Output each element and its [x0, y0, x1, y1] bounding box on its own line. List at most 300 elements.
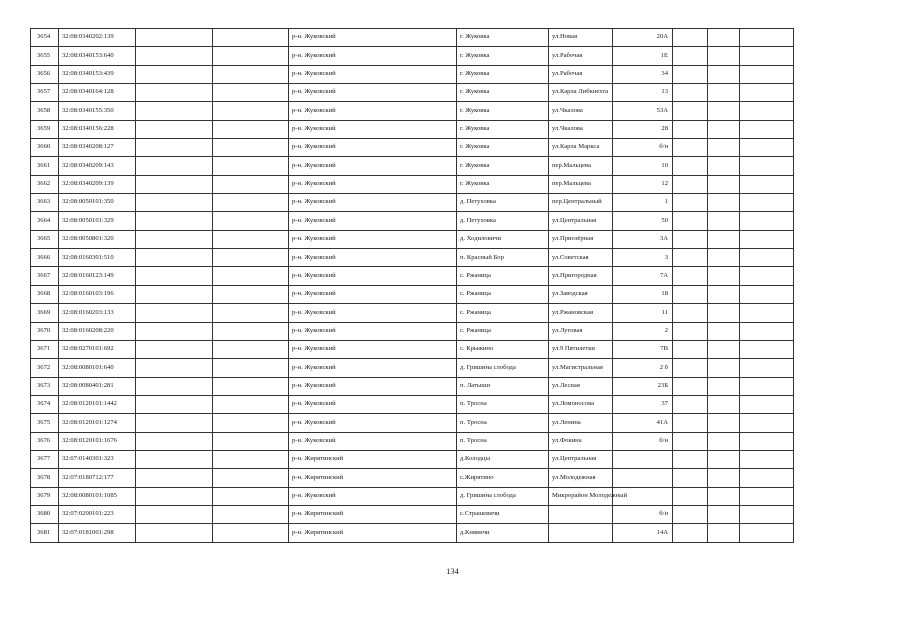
empty-cell [213, 395, 289, 413]
settlement-cell: п. Тросна [457, 432, 549, 450]
row-number-cell: 3660 [31, 139, 59, 157]
table-body [31, 29, 794, 543]
empty-cell [740, 84, 794, 102]
empty-cell [213, 194, 289, 212]
settlement-cell: г. Жуковка [457, 47, 549, 65]
settlement-cell: с.Жирятино [457, 469, 549, 487]
empty-cell [136, 65, 213, 83]
street-cell: ул.Заводская [549, 285, 613, 303]
empty-cell [136, 469, 213, 487]
empty-cell [213, 524, 289, 542]
empty-cell [136, 432, 213, 450]
empty-cell [708, 175, 740, 193]
empty-cell [136, 340, 213, 358]
table-row [31, 157, 794, 175]
empty-cell [673, 432, 708, 450]
empty-cell [740, 450, 794, 468]
row-number-cell: 3657 [31, 84, 59, 102]
empty-cell [708, 102, 740, 120]
cadastral-number-cell: 32:08:0160208:220 [59, 322, 136, 340]
street-cell: ул.Центральная [549, 212, 613, 230]
street-cell: ул.Ленина [549, 414, 613, 432]
street-cell: Микрорайон Молодежный [549, 487, 613, 505]
empty-cell [740, 285, 794, 303]
settlement-cell: г. Жуковка [457, 157, 549, 175]
empty-cell [673, 505, 708, 523]
row-number-cell: 3675 [31, 414, 59, 432]
street-cell: ул.Чкалова [549, 120, 613, 138]
empty-cell [740, 120, 794, 138]
district-cell: р-н. Жуковский [289, 359, 457, 377]
house-number-cell: 53А [613, 102, 673, 120]
empty-cell [213, 29, 289, 47]
row-number-cell: 3677 [31, 450, 59, 468]
district-cell: р-н. Жуковский [289, 29, 457, 47]
empty-cell [213, 414, 289, 432]
row-number-cell: 3671 [31, 340, 59, 358]
row-number-cell: 3678 [31, 469, 59, 487]
house-number-cell: 34 [613, 65, 673, 83]
street-cell: пер.Мальцева [549, 175, 613, 193]
table-row [31, 450, 794, 468]
house-number-cell: 23Б [613, 377, 673, 395]
cadastral-number-cell: 32:08:0160103:196 [59, 285, 136, 303]
table-row [31, 102, 794, 120]
settlement-cell: г. Жуковка [457, 175, 549, 193]
cadastral-number-cell: 32:08:0120101:1274 [59, 414, 136, 432]
empty-cell [213, 47, 289, 65]
table-row [31, 249, 794, 267]
empty-cell [213, 487, 289, 505]
empty-cell [213, 102, 289, 120]
house-number-cell: 50 [613, 212, 673, 230]
street-cell: ул.Карла Маркса [549, 139, 613, 157]
street-cell: ул.Новая [549, 29, 613, 47]
row-number-cell: 3665 [31, 230, 59, 248]
district-cell: р-н. Жуковский [289, 194, 457, 212]
settlement-cell: с.Страшевичи [457, 505, 549, 523]
register-table-container [30, 28, 793, 543]
cadastral-number-cell: 32:08:0080401:281 [59, 377, 136, 395]
empty-cell [136, 505, 213, 523]
empty-cell [708, 267, 740, 285]
row-number-cell: 3658 [31, 102, 59, 120]
empty-cell [740, 139, 794, 157]
empty-cell [740, 175, 794, 193]
house-number-cell: б/н [613, 432, 673, 450]
empty-cell [673, 175, 708, 193]
empty-cell [673, 267, 708, 285]
district-cell: р-н. Жуковский [289, 47, 457, 65]
street-cell [549, 505, 613, 523]
settlement-cell: д. Гришина слобода [457, 359, 549, 377]
settlement-cell: г. Жуковка [457, 65, 549, 83]
empty-cell [213, 175, 289, 193]
district-cell: р-н. Жуковский [289, 65, 457, 83]
street-cell: ул.9 Пятилетки [549, 340, 613, 358]
settlement-cell: г. Жуковка [457, 84, 549, 102]
empty-cell [673, 157, 708, 175]
district-cell: р-н. Жирятинский [289, 524, 457, 542]
street-cell: ул.Рабочая [549, 47, 613, 65]
empty-cell [213, 84, 289, 102]
house-number-cell: 14А [613, 524, 673, 542]
table-row [31, 230, 794, 248]
empty-cell [673, 139, 708, 157]
empty-cell [136, 212, 213, 230]
house-number-cell: 2 б [613, 359, 673, 377]
empty-cell [673, 395, 708, 413]
empty-cell [673, 47, 708, 65]
district-cell: р-н. Жуковский [289, 267, 457, 285]
empty-cell [136, 249, 213, 267]
empty-cell [708, 194, 740, 212]
table-row [31, 139, 794, 157]
table-row [31, 194, 794, 212]
empty-cell [673, 285, 708, 303]
settlement-cell: д. Ходиловичи [457, 230, 549, 248]
row-number-cell: 3669 [31, 304, 59, 322]
district-cell: р-н. Жирятинский [289, 469, 457, 487]
table-row [31, 432, 794, 450]
street-cell: пер.Центральный [549, 194, 613, 212]
empty-cell [673, 230, 708, 248]
empty-cell [740, 230, 794, 248]
cadastral-number-cell: 32:08:0340156:228 [59, 120, 136, 138]
district-cell: р-н. Жуковский [289, 414, 457, 432]
empty-cell [136, 175, 213, 193]
empty-cell [213, 340, 289, 358]
empty-cell [708, 432, 740, 450]
district-cell: р-н. Жуковский [289, 230, 457, 248]
empty-cell [136, 359, 213, 377]
empty-cell [708, 377, 740, 395]
settlement-cell: с. Крыжино [457, 340, 549, 358]
table-row [31, 212, 794, 230]
cadastral-number-cell: 32:08:0160123:149 [59, 267, 136, 285]
empty-cell [213, 377, 289, 395]
row-number-cell: 3668 [31, 285, 59, 303]
empty-cell [708, 505, 740, 523]
empty-cell [213, 304, 289, 322]
house-number-cell [613, 450, 673, 468]
house-number-cell: б/н [613, 139, 673, 157]
empty-cell [708, 487, 740, 505]
empty-cell [708, 469, 740, 487]
cadastral-number-cell: 32:08:0120101:1442 [59, 395, 136, 413]
table-row [31, 84, 794, 102]
house-number-cell [613, 469, 673, 487]
table-row [31, 175, 794, 193]
cadastral-number-cell: 32:08:0340202:139 [59, 29, 136, 47]
district-cell: р-н. Жуковский [289, 377, 457, 395]
empty-cell [708, 29, 740, 47]
district-cell: р-н. Жуковский [289, 249, 457, 267]
cadastral-number-cell: 32:08:0080101:640 [59, 359, 136, 377]
district-cell: р-н. Жуковский [289, 139, 457, 157]
cadastral-number-cell: 32:08:0080101:1085 [59, 487, 136, 505]
cadastral-number-cell: 32:08:0270101:692 [59, 340, 136, 358]
empty-cell [708, 249, 740, 267]
row-number-cell: 3659 [31, 120, 59, 138]
table-row [31, 120, 794, 138]
empty-cell [673, 84, 708, 102]
house-number-cell: б/н [613, 505, 673, 523]
empty-cell [708, 304, 740, 322]
street-cell: ул.Советская [549, 249, 613, 267]
house-number-cell: 2 [613, 322, 673, 340]
empty-cell [136, 450, 213, 468]
cadastral-number-cell: 32:08:0340209:139 [59, 175, 136, 193]
row-number-cell: 3673 [31, 377, 59, 395]
empty-cell [213, 212, 289, 230]
street-cell: ул.Фокина [549, 432, 613, 450]
empty-cell [213, 249, 289, 267]
street-cell: ул.Карла Либкнехта [549, 84, 613, 102]
district-cell: р-н. Жуковский [289, 84, 457, 102]
empty-cell [673, 450, 708, 468]
house-number-cell: 3А [613, 230, 673, 248]
empty-cell [673, 377, 708, 395]
house-number-cell: 3 [613, 249, 673, 267]
empty-cell [136, 267, 213, 285]
empty-cell [740, 505, 794, 523]
empty-cell [708, 120, 740, 138]
row-number-cell: 3666 [31, 249, 59, 267]
empty-cell [673, 524, 708, 542]
house-number-cell: 20А [613, 29, 673, 47]
empty-cell [136, 524, 213, 542]
empty-cell [136, 322, 213, 340]
row-number-cell: 3676 [31, 432, 59, 450]
table-row [31, 322, 794, 340]
cadastral-number-cell: 32:08:0120101:1676 [59, 432, 136, 450]
district-cell: р-н. Жуковский [289, 102, 457, 120]
empty-cell [673, 322, 708, 340]
empty-cell [136, 120, 213, 138]
district-cell: р-н. Жуковский [289, 487, 457, 505]
empty-cell [740, 29, 794, 47]
cadastral-number-cell: 32:08:0340208:127 [59, 139, 136, 157]
table-row [31, 359, 794, 377]
row-number-cell: 3655 [31, 47, 59, 65]
table-row [31, 285, 794, 303]
settlement-cell: г. Жуковка [457, 102, 549, 120]
district-cell: р-н. Жуковский [289, 340, 457, 358]
table-row [31, 505, 794, 523]
table-row [31, 395, 794, 413]
cadastral-number-cell: 32:07:0200101:223 [59, 505, 136, 523]
settlement-cell: с. Ржаница [457, 322, 549, 340]
house-number-cell: 1 [613, 194, 673, 212]
table-row [31, 377, 794, 395]
house-number-cell: 28 [613, 120, 673, 138]
settlement-cell: п. Красный Бор [457, 249, 549, 267]
row-number-cell: 3667 [31, 267, 59, 285]
empty-cell [213, 267, 289, 285]
settlement-cell: д. Петуховка [457, 212, 549, 230]
cadastral-number-cell: 32:08:0050101:329 [59, 212, 136, 230]
house-number-cell: 7А [613, 267, 673, 285]
empty-cell [673, 487, 708, 505]
cadastral-number-cell: 32:08:0340155:350 [59, 102, 136, 120]
street-cell: ул.Луговая [549, 322, 613, 340]
cadastral-number-cell: 32:08:0340209:143 [59, 157, 136, 175]
empty-cell [136, 47, 213, 65]
street-cell: ул.Пригородная [549, 267, 613, 285]
cadastral-number-cell: 32:07:0180712:177 [59, 469, 136, 487]
empty-cell [673, 65, 708, 83]
house-number-cell: 11 [613, 304, 673, 322]
house-number-cell: 12 [613, 175, 673, 193]
settlement-cell: д. Гришина слобода [457, 487, 549, 505]
table-row [31, 47, 794, 65]
empty-cell [740, 322, 794, 340]
district-cell: р-н. Жуковский [289, 157, 457, 175]
empty-cell [213, 322, 289, 340]
cadastral-number-cell: 32:08:0340153:439 [59, 65, 136, 83]
empty-cell [708, 395, 740, 413]
settlement-cell: с. Ржаница [457, 267, 549, 285]
empty-cell [673, 102, 708, 120]
empty-cell [740, 65, 794, 83]
empty-cell [708, 230, 740, 248]
empty-cell [708, 139, 740, 157]
settlement-cell: с. Ржаница [457, 285, 549, 303]
empty-cell [213, 120, 289, 138]
empty-cell [213, 432, 289, 450]
empty-cell [740, 487, 794, 505]
empty-cell [740, 212, 794, 230]
empty-cell [213, 65, 289, 83]
row-number-cell: 3656 [31, 65, 59, 83]
empty-cell [740, 524, 794, 542]
district-cell: р-н. Жуковский [289, 322, 457, 340]
empty-cell [708, 524, 740, 542]
empty-cell [740, 157, 794, 175]
district-cell: р-н. Жуковский [289, 395, 457, 413]
row-number-cell: 3670 [31, 322, 59, 340]
table-row [31, 267, 794, 285]
settlement-cell: г. Жуковка [457, 29, 549, 47]
settlement-cell: п. Тросна [457, 395, 549, 413]
empty-cell [136, 102, 213, 120]
empty-cell [740, 194, 794, 212]
empty-cell [708, 157, 740, 175]
settlement-cell: г. Жуковка [457, 139, 549, 157]
property-register-table [30, 28, 794, 543]
street-cell: ул.Ломоносова [549, 395, 613, 413]
table-row [31, 414, 794, 432]
empty-cell [213, 359, 289, 377]
street-cell [549, 524, 613, 542]
cadastral-number-cell: 32:08:0160301:510 [59, 249, 136, 267]
empty-cell [673, 359, 708, 377]
empty-cell [213, 230, 289, 248]
row-number-cell: 3679 [31, 487, 59, 505]
row-number-cell: 3661 [31, 157, 59, 175]
street-cell: ул.Лесная [549, 377, 613, 395]
row-number-cell: 3663 [31, 194, 59, 212]
empty-cell [673, 120, 708, 138]
empty-cell [136, 230, 213, 248]
street-cell: пер.Мальцева [549, 157, 613, 175]
row-number-cell: 3654 [31, 29, 59, 47]
empty-cell [213, 157, 289, 175]
empty-cell [708, 212, 740, 230]
house-number-cell: 37 [613, 395, 673, 413]
house-number-cell: 10 [613, 157, 673, 175]
empty-cell [213, 469, 289, 487]
empty-cell [136, 285, 213, 303]
empty-cell [136, 157, 213, 175]
cadastral-number-cell: 32:08:0050101:350 [59, 194, 136, 212]
cadastral-number-cell: 32:07:0140301:323 [59, 450, 136, 468]
row-number-cell: 3664 [31, 212, 59, 230]
cadastral-number-cell: 32:08:0160203:133 [59, 304, 136, 322]
empty-cell [740, 377, 794, 395]
district-cell: р-н. Жуковский [289, 212, 457, 230]
row-number-cell: 3672 [31, 359, 59, 377]
district-cell: р-н. Жирятинский [289, 505, 457, 523]
empty-cell [708, 340, 740, 358]
empty-cell [740, 432, 794, 450]
row-number-cell: 3681 [31, 524, 59, 542]
empty-cell [708, 285, 740, 303]
empty-cell [136, 395, 213, 413]
empty-cell [673, 212, 708, 230]
empty-cell [740, 249, 794, 267]
district-cell: р-н. Жирятинский [289, 450, 457, 468]
table-row [31, 65, 794, 83]
empty-cell [708, 84, 740, 102]
street-cell: ул.Центральная [549, 450, 613, 468]
table-row [31, 487, 794, 505]
empty-cell [136, 29, 213, 47]
house-number-cell: 13 [613, 84, 673, 102]
empty-cell [136, 377, 213, 395]
empty-cell [708, 450, 740, 468]
empty-cell [740, 267, 794, 285]
empty-cell [673, 29, 708, 47]
cadastral-number-cell: 32:08:0340153:640 [59, 47, 136, 65]
empty-cell [136, 194, 213, 212]
empty-cell [708, 322, 740, 340]
district-cell: р-н. Жуковский [289, 432, 457, 450]
empty-cell [708, 47, 740, 65]
empty-cell [213, 450, 289, 468]
page-number: 134 [446, 566, 459, 576]
empty-cell [136, 487, 213, 505]
street-cell: ул.Приозёрная [549, 230, 613, 248]
district-cell: р-н. Жуковский [289, 175, 457, 193]
cadastral-number-cell: 32:08:0340164:128 [59, 84, 136, 102]
empty-cell [673, 340, 708, 358]
street-cell: ул.Магистральная [549, 359, 613, 377]
empty-cell [740, 304, 794, 322]
empty-cell [740, 340, 794, 358]
cadastral-number-cell: 32:08:0050801:320 [59, 230, 136, 248]
row-number-cell: 3680 [31, 505, 59, 523]
row-number-cell: 3662 [31, 175, 59, 193]
district-cell: р-н. Жуковский [289, 120, 457, 138]
empty-cell [740, 47, 794, 65]
settlement-cell: с. Ржаница [457, 304, 549, 322]
district-cell: р-н. Жуковский [289, 304, 457, 322]
street-cell: ул.Молодежная [549, 469, 613, 487]
table-row [31, 469, 794, 487]
empty-cell [740, 102, 794, 120]
